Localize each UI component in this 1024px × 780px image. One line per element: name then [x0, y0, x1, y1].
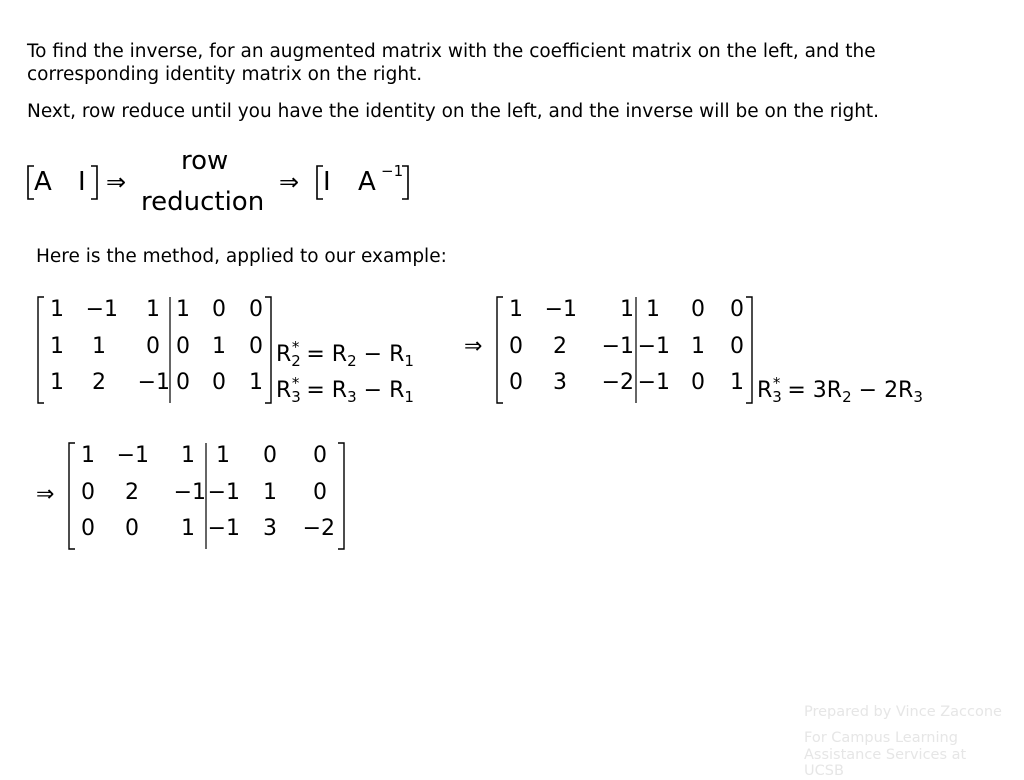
matrix-entry: 1 [509, 297, 523, 322]
matrix-entry: 0 [691, 370, 705, 395]
op-subscript: 2 [347, 352, 357, 370]
matrix-entry: 0 [249, 334, 263, 359]
reduction-label: reduction [141, 187, 265, 217]
matrix-entry: 2 [553, 334, 567, 359]
op-subscript: 3 [772, 388, 782, 406]
op-star: * [291, 338, 300, 356]
next-step-text: Next, row reduce until you have the identity on the left, and the inverse will be on the right. [27, 101, 880, 122]
matrix-entry: 0 [176, 334, 190, 359]
matrix-entry: 1 [691, 334, 705, 359]
op-symbol: R [276, 378, 292, 403]
op-symbol: R [389, 342, 405, 367]
matrix-a-symbol: A [358, 167, 376, 197]
matrix-entry: −2 [601, 370, 634, 395]
op-symbol: 2R [884, 378, 914, 403]
row-label: row [181, 146, 229, 176]
matrix-entry: 0 [509, 370, 523, 395]
matrix-entry: 0 [176, 370, 190, 395]
matrix-entry: 0 [125, 516, 139, 541]
augmented-matrix-step-3 [67, 442, 357, 552]
matrix-entry: 0 [81, 480, 95, 505]
matrix-entry: 0 [212, 297, 226, 322]
op-minus: − [363, 378, 383, 403]
op-symbol: R [389, 378, 405, 403]
inverse-exponent: −1 [381, 162, 404, 180]
intro-text: To find the inverse, for an augmented matrix with the coefficient matrix on the left, and the corresponding identity matrix on the right. [27, 41, 876, 85]
matrix-entry: 2 [92, 370, 106, 395]
matrix-entry: 1 [181, 516, 195, 541]
matrix-entry: 1 [181, 443, 195, 468]
matrix-entry: 0 [146, 334, 160, 359]
op-star: * [772, 374, 781, 392]
matrix-entry: 0 [249, 297, 263, 322]
matrix-entry: 1 [646, 297, 660, 322]
matrix-entry: −1 [173, 480, 206, 505]
implies-arrow: ⇒ [279, 168, 300, 196]
matrix-entry: 0 [691, 297, 705, 322]
matrix-entry: 0 [212, 370, 226, 395]
matrix-entry: −1 [207, 516, 240, 541]
row-operation [757, 370, 923, 410]
op-symbol: R [276, 342, 292, 367]
implies-arrow: ⇒ [36, 482, 55, 507]
method-intro-text: Here is the method, applied to our example: [36, 246, 447, 267]
matrix-entry: 1 [620, 297, 634, 322]
matrix-entry: 0 [263, 443, 277, 468]
matrix-entry: −1 [207, 480, 240, 505]
op-minus: − [858, 378, 878, 403]
matrix-entry: 0 [509, 334, 523, 359]
matrix-entry: −1 [544, 297, 577, 322]
matrix-entry: 0 [313, 443, 327, 468]
op-symbol: R [331, 378, 348, 403]
op-subscript: 1 [404, 388, 414, 406]
matrix-entry: 2 [125, 480, 139, 505]
op-equals: = [306, 342, 325, 367]
row-operation [276, 334, 414, 374]
matrix-entry: 1 [146, 297, 160, 322]
matrix-entry: −1 [85, 297, 118, 322]
op-subscript: 3 [347, 388, 357, 406]
matrix-entry: 0 [81, 516, 95, 541]
inverse-method-equation [26, 145, 426, 220]
matrix-entry: 1 [730, 370, 744, 395]
matrix-entry: 3 [553, 370, 567, 395]
footer-affiliation: For Campus Learning Assistance Services at UCSB [804, 730, 967, 779]
op-symbol: R [757, 378, 773, 403]
matrix-a-symbol: A [34, 167, 52, 197]
matrix-entry: 3 [263, 516, 277, 541]
identity-symbol: I [78, 167, 86, 197]
matrix-entry: 0 [730, 297, 744, 322]
matrix-entry: 1 [50, 370, 64, 395]
footer-credit: Prepared by Vince Zaccone [804, 704, 1002, 720]
op-subscript: 2 [842, 388, 852, 406]
matrix-entry: 1 [212, 334, 226, 359]
matrix-entry: −1 [601, 334, 634, 359]
matrix-entry: 1 [216, 443, 230, 468]
implies-arrow: ⇒ [464, 334, 483, 359]
matrix-entry: −2 [302, 516, 335, 541]
matrix-entry: 1 [263, 480, 277, 505]
op-star: * [291, 374, 300, 392]
matrix-entry: 1 [50, 334, 64, 359]
matrix-entry: −1 [116, 443, 149, 468]
augmented-matrix-step-2 [495, 296, 955, 406]
op-equals: = [787, 378, 806, 403]
op-subscript: 3 [913, 388, 923, 406]
op-subscript: 2 [291, 352, 301, 370]
matrix-entry: 1 [176, 297, 190, 322]
identity-symbol: I [323, 167, 331, 197]
op-symbol: R [331, 342, 348, 367]
matrix-entry: 1 [81, 443, 95, 468]
matrix-entry: 1 [249, 370, 263, 395]
matrix-entry: −1 [637, 334, 670, 359]
op-subscript: 3 [291, 388, 301, 406]
implies-arrow: ⇒ [106, 168, 127, 196]
row-operation [276, 370, 414, 410]
op-symbol: 3R [812, 378, 843, 403]
matrix-entry: −1 [637, 370, 670, 395]
matrix-entry: 1 [50, 297, 64, 322]
matrix-entry: 1 [92, 334, 106, 359]
op-minus: − [363, 342, 383, 367]
matrix-entry: −1 [137, 370, 170, 395]
op-equals: = [306, 378, 325, 403]
matrix-entry: 0 [730, 334, 744, 359]
op-subscript: 1 [404, 352, 414, 370]
matrix-entry: 0 [313, 480, 327, 505]
augmented-matrix-step-1 [36, 296, 436, 406]
